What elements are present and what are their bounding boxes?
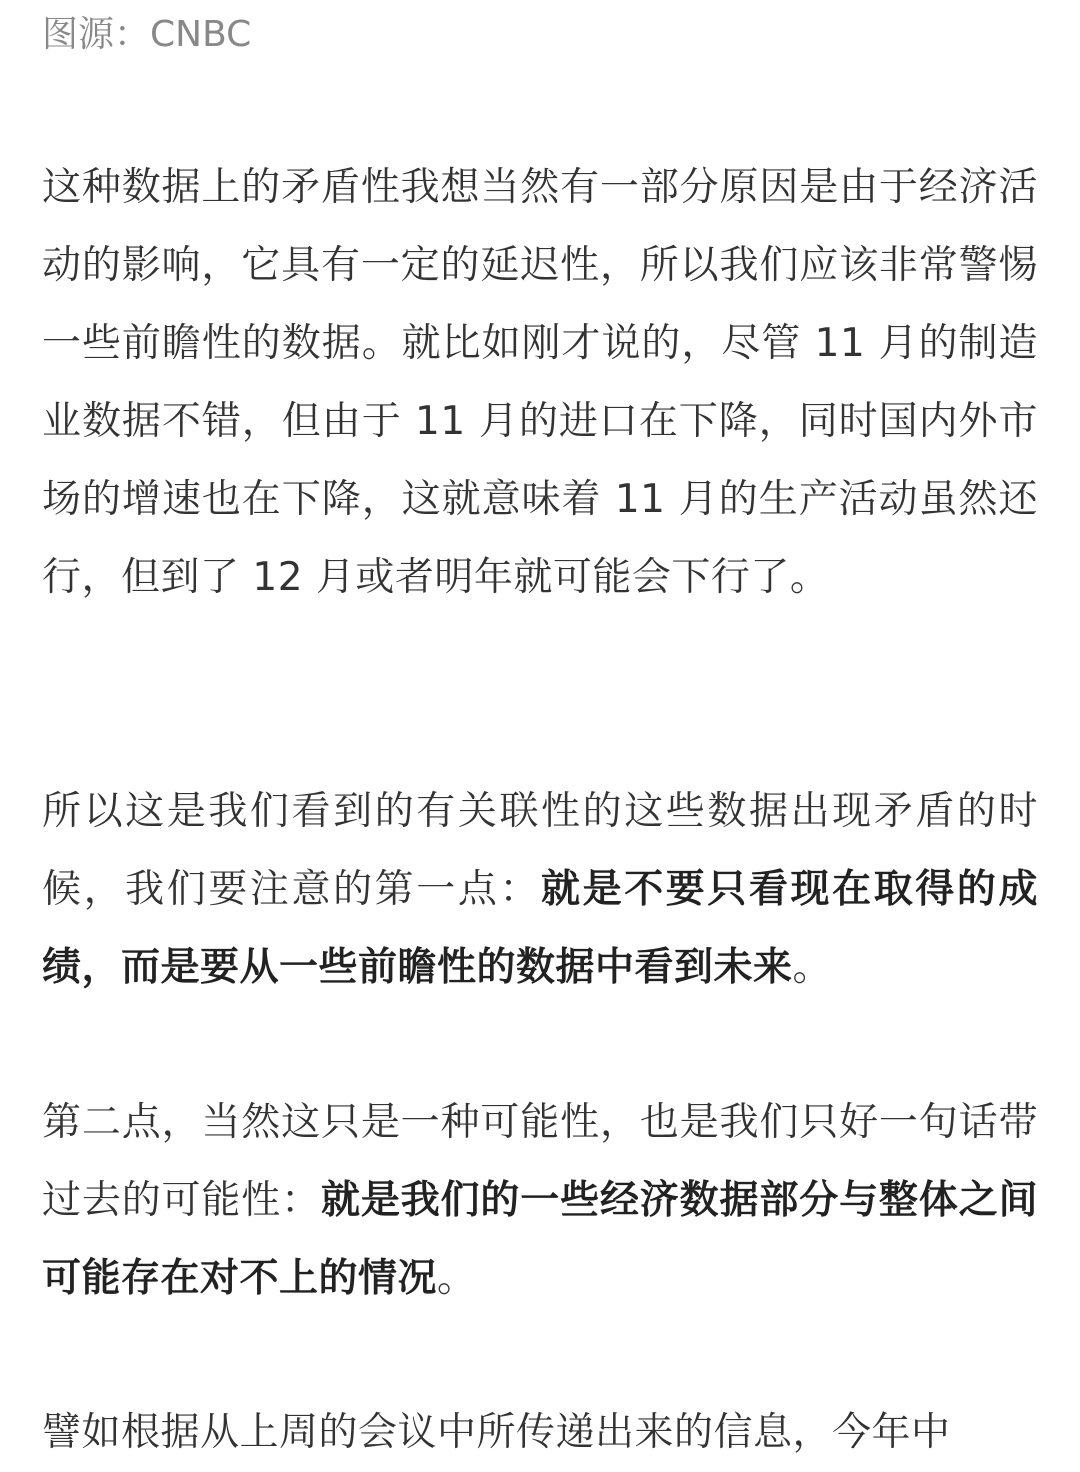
paragraph-1: 这种数据上的矛盾性我想当然有一部分原因是由于经济活动的影响，它具有一定的延迟性，所以我们应该非常警惕一些前瞻性的数据。就比如刚才说的，尽管 11 月的制造业数据不错，但由于 11 月的进口在下降，同时国内外市场的增速也在下降，这就意味着 11 月的生产活动虽然还行，但到了 12 月或者明年就可能会下行了。: [42, 165, 1038, 600]
paragraph-2-end: 。: [792, 945, 833, 990]
paragraph-4: 譬如根据从上周的会议中所传递出来的信息，今年中: [42, 1410, 951, 1455]
paragraph-3: [42, 1084, 1038, 1318]
paragraph-3-end: 。: [437, 1256, 477, 1301]
paragraph-3-bold-text: 就是我们的一些经济数据部分与整体之间可能存在对不上的情况: [42, 1178, 1038, 1301]
paragraph-2-bold-text: 就是不要只看现在取得的成绩，而是要从一些前瞻性的数据中看到未来: [42, 867, 1038, 990]
paragraph-3-text: 第二点，当然这只是一种可能性，也是我们只好一句话带过去的可能性：: [42, 1100, 1038, 1223]
paragraph-2-text: 所以这是我们看到的有关联性的这些数据出现矛盾的时候，我们要注意的第一点：: [42, 789, 1038, 912]
image-source-caption: 图源：CNBC: [42, 14, 252, 55]
paragraph-2: [42, 773, 1038, 1007]
